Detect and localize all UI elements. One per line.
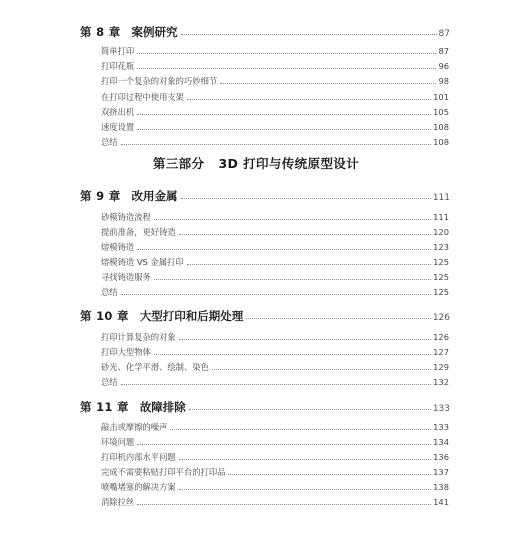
dot-leader bbox=[246, 318, 431, 319]
dot-leader bbox=[137, 504, 431, 505]
dot-leader bbox=[179, 234, 431, 235]
dot-leader bbox=[187, 99, 431, 100]
entry-title: 寻找铸造服务 bbox=[101, 272, 151, 282]
dot-leader bbox=[137, 249, 431, 250]
dot-leader bbox=[137, 68, 436, 69]
entry-page-number: 111 bbox=[433, 212, 449, 222]
entry-page-number: 108 bbox=[433, 137, 449, 147]
toc-entry[interactable] bbox=[101, 450, 449, 463]
dot-leader bbox=[121, 144, 432, 145]
toc-entry[interactable] bbox=[101, 270, 449, 283]
toc-entry[interactable] bbox=[101, 285, 449, 298]
chapter-title: 故障排除 bbox=[139, 400, 186, 414]
part-heading bbox=[0, 154, 512, 172]
entry-page-number: 125 bbox=[433, 272, 449, 282]
chapter-page-number: 126 bbox=[432, 313, 450, 323]
dot-leader bbox=[121, 384, 432, 385]
toc-entry[interactable] bbox=[101, 135, 449, 148]
entry-page-number: 125 bbox=[433, 257, 449, 267]
entry-page-number: 132 bbox=[433, 377, 449, 387]
entry-page-number: 127 bbox=[433, 347, 449, 357]
dot-leader bbox=[179, 459, 431, 460]
entry-title: 简单打印 bbox=[101, 46, 135, 56]
dot-leader bbox=[212, 369, 431, 370]
chapter-heading[interactable] bbox=[80, 21, 450, 39]
dot-leader bbox=[228, 474, 431, 475]
toc-entry[interactable] bbox=[101, 240, 449, 253]
entry-page-number: 87 bbox=[438, 46, 449, 56]
toc-entry[interactable] bbox=[101, 255, 449, 268]
dot-leader bbox=[121, 294, 432, 295]
entry-title: 打印花瓶 bbox=[101, 61, 135, 71]
toc-entry[interactable] bbox=[101, 435, 449, 448]
dot-leader bbox=[181, 34, 437, 35]
toc-entry[interactable] bbox=[101, 225, 449, 238]
toc-entry[interactable] bbox=[101, 330, 449, 343]
entry-page-number: 136 bbox=[433, 452, 449, 462]
entry-title: 在打印过程中使用支架 bbox=[101, 92, 184, 102]
entry-title: 熔模铸造 VS 金属打印 bbox=[101, 257, 184, 267]
entry-page-number: 98 bbox=[438, 76, 449, 86]
entry-title: 总结 bbox=[101, 137, 118, 147]
chapter-page-number: 87 bbox=[438, 29, 450, 39]
toc-entry[interactable] bbox=[101, 480, 449, 493]
dot-leader bbox=[137, 53, 436, 54]
dot-leader bbox=[220, 83, 436, 84]
dot-leader bbox=[137, 129, 431, 130]
dot-leader bbox=[137, 444, 431, 445]
chapter-number: 第 10 章 bbox=[80, 309, 129, 323]
toc-entry[interactable] bbox=[101, 375, 449, 388]
entry-page-number: 125 bbox=[433, 287, 449, 297]
entry-title: 总结 bbox=[101, 287, 118, 297]
entry-page-number: 101 bbox=[433, 92, 449, 102]
entry-page-number: 129 bbox=[433, 362, 449, 372]
chapter-number: 第 8 章 bbox=[80, 25, 121, 39]
dot-leader bbox=[154, 279, 431, 280]
entry-page-number: 120 bbox=[433, 227, 449, 237]
entry-title: 敲击或摩擦的噪声 bbox=[101, 422, 168, 432]
entry-title: 总结 bbox=[101, 377, 118, 387]
entry-title: 打印计算复杂的对象 bbox=[101, 332, 176, 342]
dot-leader bbox=[189, 409, 431, 410]
chapter-page-number: 111 bbox=[432, 193, 450, 203]
toc-entry[interactable] bbox=[101, 90, 449, 103]
chapter-number: 第 11 章 bbox=[80, 400, 129, 414]
chapter-heading[interactable] bbox=[80, 185, 450, 203]
entry-title: 双挤出机 bbox=[101, 107, 135, 117]
toc-entry[interactable] bbox=[101, 120, 449, 133]
chapter-title: 案例研究 bbox=[131, 25, 178, 39]
toc-entry[interactable] bbox=[101, 360, 449, 373]
dot-leader bbox=[179, 489, 431, 490]
dot-leader bbox=[179, 339, 431, 340]
dot-leader bbox=[181, 198, 431, 199]
part-title: 3D 打印与传统原型设计 bbox=[218, 156, 360, 171]
entry-title: 消除拉丝 bbox=[101, 497, 135, 507]
entry-page-number: 134 bbox=[433, 437, 449, 447]
toc-entry[interactable] bbox=[101, 465, 449, 478]
toc-entry[interactable] bbox=[101, 74, 449, 87]
chapter-title: 改用金属 bbox=[131, 189, 178, 203]
chapter-heading[interactable] bbox=[80, 396, 450, 414]
chapter-title: 大型打印和后期处理 bbox=[139, 309, 244, 323]
entry-title: 完成不需要粘贴打印平台的打印品 bbox=[101, 467, 226, 477]
entry-page-number: 137 bbox=[433, 467, 449, 477]
toc-entry[interactable] bbox=[101, 345, 449, 358]
entry-page-number: 126 bbox=[433, 332, 449, 342]
dot-leader bbox=[170, 429, 431, 430]
entry-title: 打印机内部水平问题 bbox=[101, 452, 176, 462]
dot-leader bbox=[154, 354, 431, 355]
toc-entry[interactable] bbox=[101, 210, 449, 223]
entry-title: 环境问题 bbox=[101, 437, 135, 447]
entry-title: 熔模铸造 bbox=[101, 242, 135, 252]
chapter-number: 第 9 章 bbox=[80, 189, 121, 203]
toc-entry[interactable] bbox=[101, 105, 449, 118]
toc-entry[interactable] bbox=[101, 420, 449, 433]
toc-entry[interactable] bbox=[101, 44, 449, 57]
entry-title: 打印大型物体 bbox=[101, 347, 151, 357]
entry-title: 砂光、化学平滑、绘制、染色 bbox=[101, 362, 209, 372]
entry-page-number: 138 bbox=[433, 482, 449, 492]
entry-page-number: 105 bbox=[433, 107, 449, 117]
entry-page-number: 96 bbox=[438, 61, 449, 71]
toc-entry[interactable] bbox=[101, 59, 449, 72]
entry-title: 喷嘴堵塞的解决方案 bbox=[101, 482, 176, 492]
entry-page-number: 123 bbox=[433, 242, 449, 252]
entry-title: 提前准备，更好铸造 bbox=[101, 227, 176, 237]
part-label: 第三部分 bbox=[152, 156, 205, 171]
entry-page-number: 133 bbox=[433, 422, 449, 432]
toc-entry[interactable] bbox=[101, 495, 449, 508]
entry-page-number: 141 bbox=[433, 497, 449, 507]
entry-title: 速度设置 bbox=[101, 122, 135, 132]
chapter-heading[interactable] bbox=[80, 305, 450, 323]
entry-title: 砂模铸造流程 bbox=[101, 212, 151, 222]
dot-leader bbox=[154, 219, 431, 220]
entry-title: 打印一个复杂的对象的巧妙细节 bbox=[101, 76, 218, 86]
dot-leader bbox=[187, 264, 432, 265]
entry-page-number: 108 bbox=[433, 122, 449, 132]
chapter-page-number: 133 bbox=[432, 404, 450, 414]
dot-leader bbox=[137, 114, 431, 115]
